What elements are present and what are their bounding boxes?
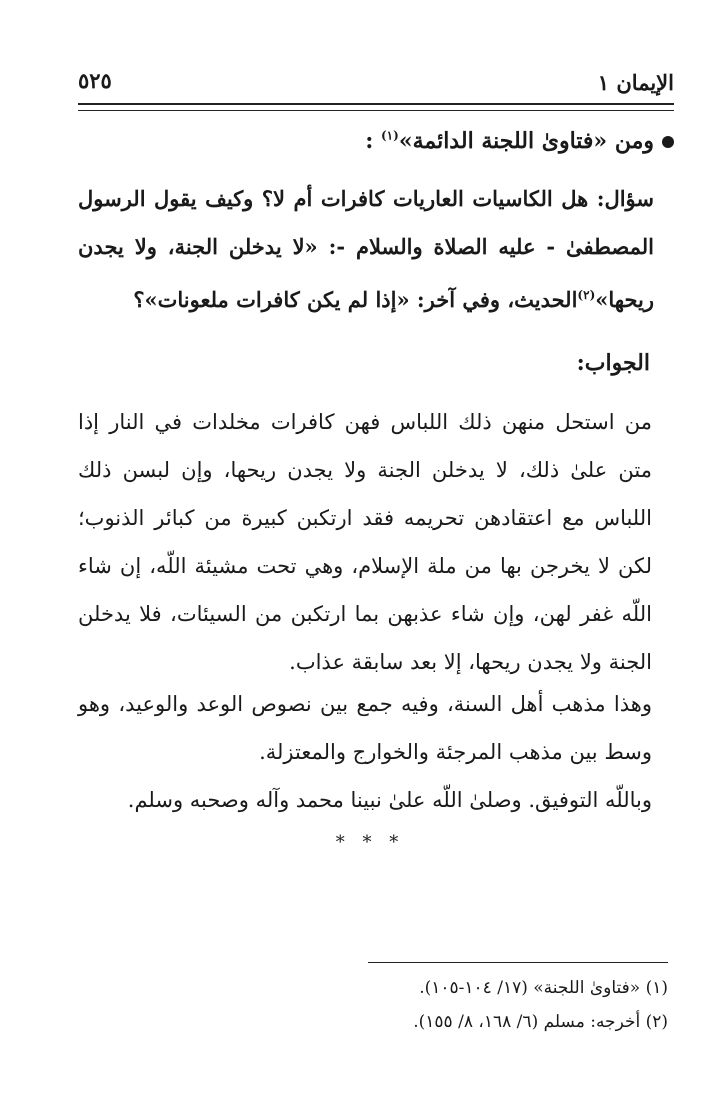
answer-paragraph-1: من استحل منهن ذلك اللباس فهن كافرات مخلدات في النار إذا متن علىٰ ذلك، لا يدخلن الجنة ولا يجدن ريحها، وإن لبسن ذلك اللباس مع اعتقادهن تحريمه فقد ارتكبن كبيرة من كبائر الذنوب؛ لكن لا يخرجن بها من ملة الإسلام، وهي تحت مشيئة اللّه، إن شاء اللّه غفر لهن، وإن شاء عذبهن بما ارتكبن من السيئات، فلا يدخلن الجنة ولا يجدن ريحها، إلا بعد سابقة عذاب. xyxy=(78,410,652,674)
page-number: ٥٢٥ xyxy=(78,68,112,93)
closing-paragraph: وباللّه التوفيق. وصلىٰ اللّه علىٰ نبينا محمد وآله وصحبه وسلم. xyxy=(127,788,652,812)
footnote-mark-1: (١) xyxy=(380,128,399,143)
question-text-2: الحديث، وفي آخر: «إذا لم يكن كافرات ملعونات»؟ xyxy=(133,287,578,312)
footnote-mark-2: (٢) xyxy=(577,288,596,302)
section-heading xyxy=(78,128,674,154)
running-header-title: الإيمان ١ xyxy=(597,70,674,95)
footnote-2: (٢) أخرجه: مسلم (٦/ ١٦٨، ٨/ ١٥٥). xyxy=(413,1012,668,1032)
running-header xyxy=(78,66,674,106)
question-text-1: سؤال: هل الكاسيات العاريات كافرات أم لا؟ وكيف يقول الرسول المصطفىٰ - عليه الصلاة والسلام -: «لا يدخلن الجنة، ولا يجدن ريحها» xyxy=(78,186,654,312)
header-rule-thick xyxy=(78,103,674,105)
section-heading-text: ومن «فتاوىٰ اللجنة الدائمة» xyxy=(398,128,654,154)
bullet-icon xyxy=(662,136,674,148)
header-rule-thin xyxy=(78,110,674,111)
answer-paragraph-2: وهذا مذهب أهل السنة، وفيه جمع بين نصوص الوعد والوعيد، وهو وسط بين مذهب المرجئة والخوارج والمعتزلة. xyxy=(78,692,652,764)
footnote-1: (١) «فتاوىٰ اللجنة» (١٧/ ١٠٤-١٠٥). xyxy=(419,978,668,998)
answer-label: الجواب: xyxy=(576,350,650,376)
section-separator: * * * xyxy=(335,832,405,853)
footnote-rule xyxy=(368,962,668,963)
section-heading-colon: : xyxy=(365,128,374,154)
question-block xyxy=(78,175,654,324)
